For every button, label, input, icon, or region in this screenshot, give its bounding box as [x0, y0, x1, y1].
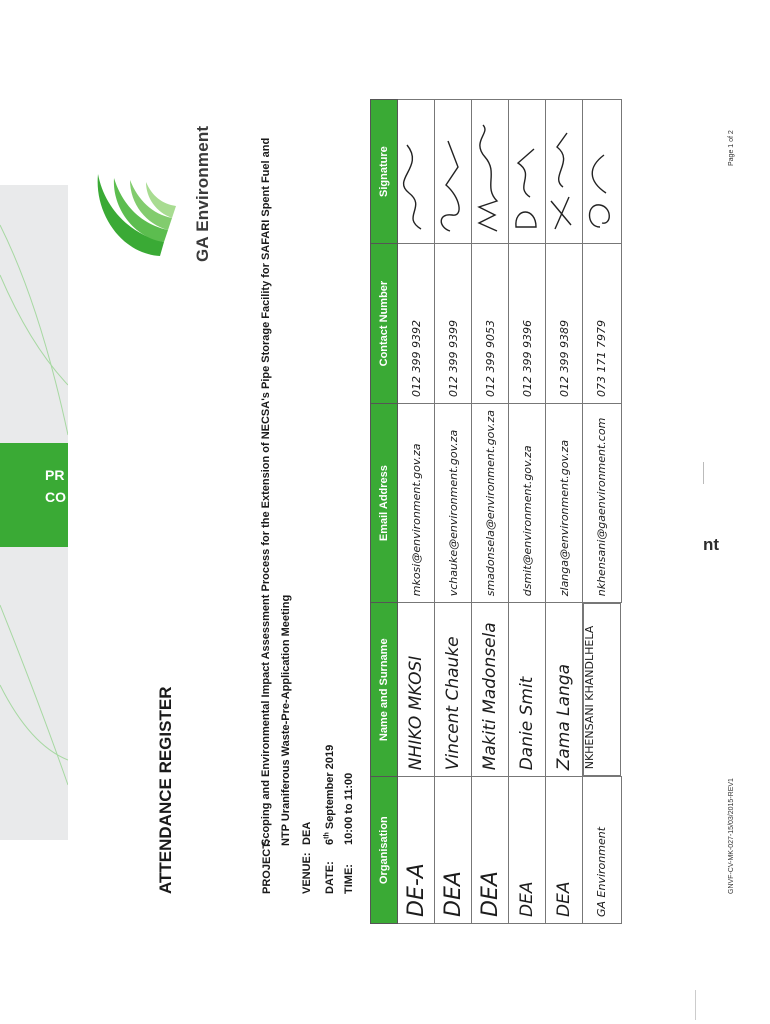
table-row [509, 100, 546, 924]
page-title: ATTENDANCE REGISTER [156, 686, 175, 894]
project-value: Scoping and Environmental Impact Assessment Process for the Extension of NECSA's Pipe Storage Facility for SAFARI Spent Fuel and NTP Uraniferous Waste-Pre-Application Meeting [260, 137, 292, 846]
document-code: GNVF-CV-MK-027-15/03/2015-REV1 [728, 778, 735, 894]
time-label: TIME: [343, 864, 355, 894]
table-header-row [371, 100, 398, 924]
date-label: DATE: [323, 861, 336, 894]
table-row [472, 100, 509, 924]
cell-email: dsmit@environment.gov.za [509, 403, 546, 602]
attendance-table [370, 99, 622, 924]
cell-email: nkhensani@gaenvironment.com [583, 403, 622, 602]
cell-contact: 012 399 9392 [398, 244, 435, 404]
page-number: Page 1 of 2 [728, 130, 735, 166]
table-row [546, 100, 583, 924]
table-row [583, 100, 622, 924]
time-value: 10:00 to 11:00 [343, 772, 355, 845]
cell-name: NHIKO MKOSI [398, 603, 435, 777]
signature-image [509, 100, 546, 244]
cell-organisation: GA Environment [583, 777, 622, 924]
cell-organisation: DEA [546, 777, 583, 924]
cell-name: Makiti Madonsela [472, 603, 509, 777]
banner-text-line-2: CO [45, 489, 66, 505]
cell-organisation: DEA [509, 777, 546, 924]
date-value: 6th September 2019 [323, 744, 336, 845]
signature-image [398, 100, 435, 244]
venue-label: VENUE: [301, 852, 313, 894]
venue-row [300, 822, 314, 894]
header-signature: Signature [371, 100, 398, 244]
cell-contact: 012 399 9399 [435, 244, 472, 404]
date-row [320, 745, 337, 894]
background-partial-word: nt [703, 535, 720, 554]
signature-image [472, 100, 509, 244]
cell-email: mkosi@environment.gov.za [398, 403, 435, 602]
signature-image [546, 100, 583, 244]
project-label: PROJECT: [261, 839, 273, 894]
cell-name: Danie Smit [509, 603, 546, 777]
cell-organisation: DE-A [398, 777, 435, 924]
cell-email: zlanga@environment.gov.za [546, 403, 583, 602]
cell-name: Zama Langa [546, 603, 583, 777]
time-row [342, 773, 356, 894]
brand-name: GA Environment [193, 125, 212, 262]
ga-environment-logo-icon [82, 168, 182, 264]
table-row [435, 100, 472, 924]
cell-contact: 012 399 9396 [509, 244, 546, 404]
cell-name: Vincent Chauke [435, 603, 472, 777]
signature-image [435, 100, 472, 244]
header-name: Name and Surname [371, 603, 398, 777]
signature-image [583, 100, 622, 244]
cell-organisation: DEA [472, 777, 509, 924]
header-contact: Contact Number [371, 244, 398, 404]
cell-name: NKHENSANI KHANDLHELA [583, 603, 621, 776]
cell-email: smadonsela@environment.gov.za [472, 403, 509, 602]
table-row [398, 100, 435, 924]
cell-contact: 012 399 9389 [546, 244, 583, 404]
cell-email: vchauke@environment.gov.za [435, 403, 472, 602]
banner-text-line-1: PR [45, 467, 65, 483]
cell-contact: 073 171 7979 [583, 244, 622, 404]
header-organisation: Organisation [371, 777, 398, 924]
cell-organisation: DEA [435, 777, 472, 924]
venue-value: DEA [301, 821, 313, 845]
cell-contact: 012 399 9053 [472, 244, 509, 404]
header-email: Email Address [371, 403, 398, 602]
